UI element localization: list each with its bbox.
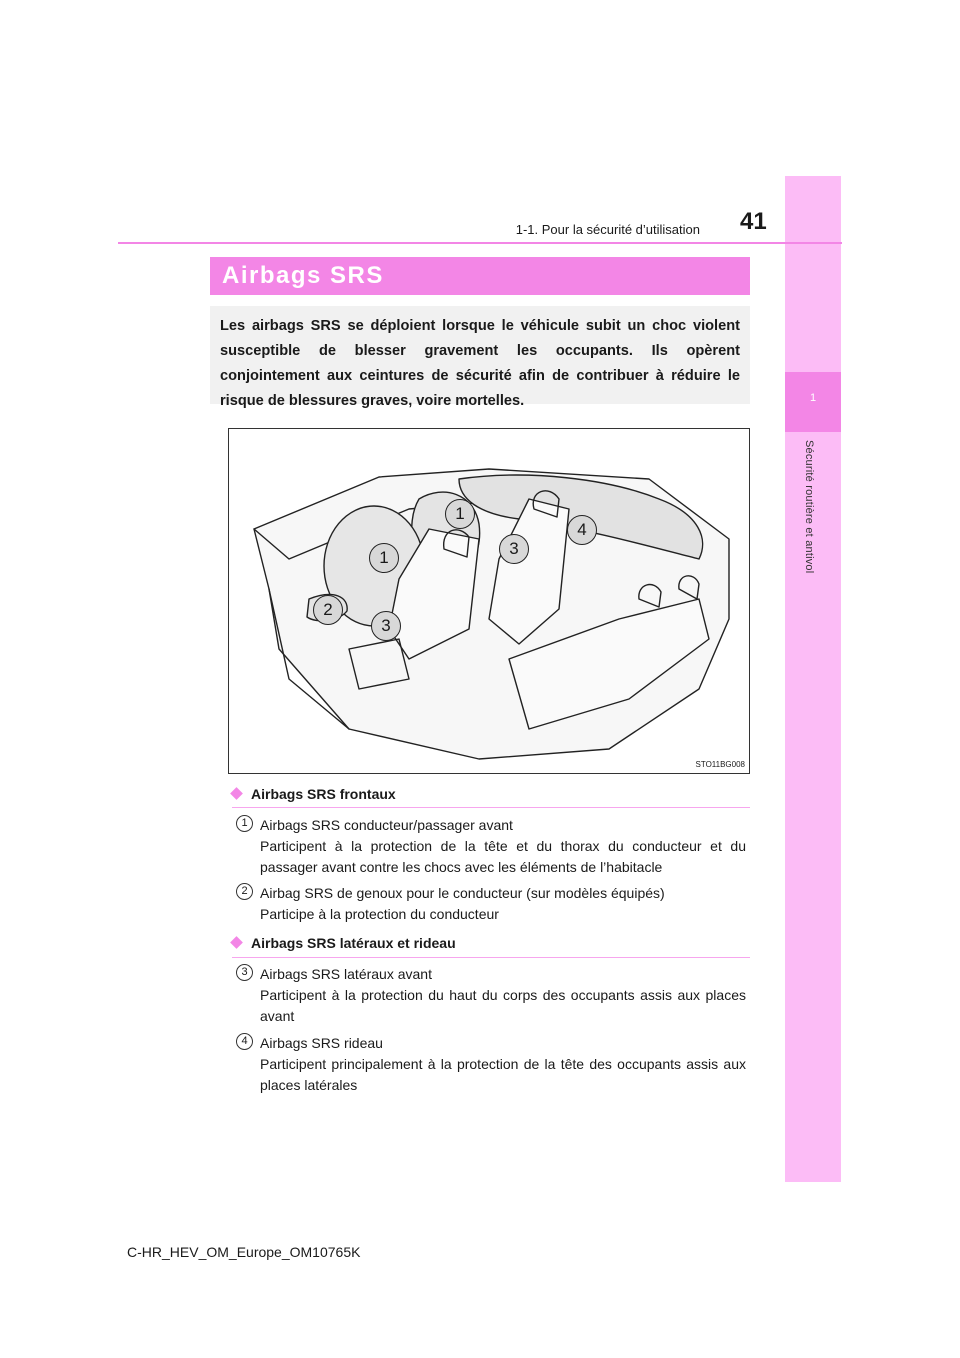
title-bar: [210, 257, 750, 295]
intro-box: Les airbags SRS se déploient lorsque le véhicule subit un choc violent susceptible de blesser gravement les occupants. Ils opèrent conjointement aux ceintures de sécurité afin de contribuer à réduire le risque de blessures graves, voire mortelles.: [210, 306, 750, 404]
callout-4-curtain: 4: [567, 515, 597, 545]
list-item: [260, 964, 746, 1027]
item-title: Airbags SRS latéraux avant: [260, 966, 432, 982]
list-item: [260, 1033, 746, 1096]
item-number-badge: 2: [236, 883, 253, 900]
diamond-bullet-icon: [230, 936, 243, 949]
item-number-badge: 1: [236, 815, 253, 832]
item-title: Airbags SRS conducteur/passager avant: [260, 817, 513, 833]
airbag-illustration: [228, 428, 750, 774]
diamond-bullet-icon: [230, 787, 243, 800]
item-title: Airbags SRS rideau: [260, 1035, 383, 1051]
section-divider: [232, 957, 750, 958]
item-description: Participent principalement à la protection de la tête des occupants assis aux places latérales: [260, 1056, 746, 1093]
page-title: Airbags SRS: [222, 262, 384, 289]
list-item: [260, 815, 746, 878]
section-heading-frontal: Airbags SRS frontaux: [232, 786, 396, 802]
section-divider: [232, 807, 750, 808]
page-number: 41: [740, 208, 767, 235]
item-title: Airbag SRS de genoux pour le conducteur (sur modèles équipés): [260, 885, 665, 901]
item-description: Participent à la protection de la tête et du thorax du conducteur et du passager avant contre les chocs avec les éléments de l’habitacle: [260, 838, 746, 875]
callout-2-knee: 2: [313, 595, 343, 625]
chapter-side-tab: [785, 176, 841, 1182]
item-number-badge: 4: [236, 1033, 253, 1050]
item-description: Participe à la protection du conducteur: [260, 906, 499, 922]
list-item: [260, 883, 746, 925]
chapter-title: Sécurité routière et antivol: [803, 440, 815, 574]
section-header: 1-1. Pour la sécurité d’utilisation: [515, 222, 700, 237]
figure-code: STO11BG008: [695, 760, 745, 769]
car-interior-drawing: [229, 429, 748, 772]
chapter-number: 1: [809, 392, 817, 404]
section-heading-side-curtain: Airbags SRS latéraux et rideau: [232, 935, 456, 951]
header-divider: [118, 242, 842, 244]
callout-1-driver: 1: [369, 543, 399, 573]
callout-1-passenger: 1: [445, 499, 475, 529]
item-description: Participent à la protection du haut du corps des occupants assis aux places avant: [260, 987, 746, 1024]
callout-3-driver-side: 3: [371, 611, 401, 641]
callout-3-passenger-side: 3: [499, 534, 529, 564]
item-number-badge: 3: [236, 964, 253, 981]
footer-doc-id: C-HR_HEV_OM_Europe_OM10765K: [127, 1244, 361, 1260]
